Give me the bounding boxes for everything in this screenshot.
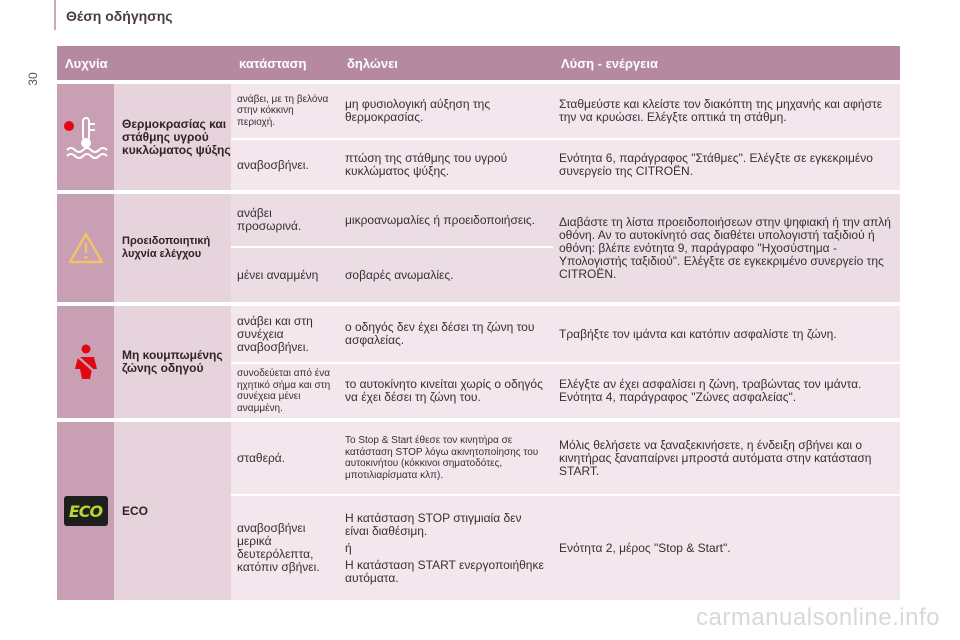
state-cell: συνοδεύεται από ένα ηχητικό σήμα και στη συνέχεια μένει αναμμένη. bbox=[231, 364, 339, 418]
meaning-cell: σοβαρές ανωμαλίες. bbox=[339, 248, 553, 302]
page-number: 30 bbox=[26, 72, 40, 86]
action-cell: Σταθμεύστε και κλείστε τον διακόπτη της μηχανής και αφήστε την να κρυώσει. Ελέγξτε οπτικά τη στάθμη. bbox=[553, 84, 900, 138]
eco-icon: ECO bbox=[64, 496, 108, 526]
meaning-part-a: Η κατάσταση STOP στιγμιαία δεν είναι διαθέσιμη. bbox=[345, 510, 522, 538]
action-cell: Ενότητα 6, παράγραφος "Στάθμες". Ελέγξτε σε εγκεκριμένο συνεργείο της CITROËN. bbox=[553, 140, 900, 190]
section-title: Θέση οδήγησης bbox=[66, 8, 173, 24]
table-row bbox=[231, 138, 900, 190]
state-cell: ανάβει, με τη βελόνα στην κόκκινη περιοχή. bbox=[231, 84, 339, 138]
table-row bbox=[231, 422, 900, 494]
table-row bbox=[231, 246, 553, 302]
table-row bbox=[231, 362, 900, 418]
col-header-action: Λύση - ενέργεια bbox=[561, 55, 658, 71]
table-group-eco bbox=[57, 422, 900, 600]
state-cell: αναβοσβήνει. bbox=[231, 140, 339, 190]
table-row bbox=[231, 306, 900, 362]
coolant-temperature-icon bbox=[57, 84, 114, 190]
warning-lights-table bbox=[57, 46, 900, 600]
seatbelt-icon bbox=[57, 306, 114, 418]
table-row bbox=[231, 494, 900, 600]
meaning-cell: Το Stop & Start έθεσε τον κινητήρα σε κατάσταση STOP λόγω ακινητοποίησης του αυτοκινήτου (κόκκινοι σηματοδότες, μποτιλιαρίσματα κλπ). bbox=[339, 422, 553, 494]
state-cell: αναβοσβήνει μερικά δευτερόλεπτα, κατόπιν σβήνει. bbox=[231, 496, 339, 600]
meaning-cell: ο οδηγός δεν έχει δέσει τη ζώνη του ασφαλείας. bbox=[339, 306, 553, 362]
action-cell: Μόλις θελήσετε να ξαναξεκινήσετε, η ένδειξη σβήνει και ο κινητήρας ξαναπαίρνει μπροστά αυτόματα στην κατάσταση START. bbox=[553, 422, 900, 494]
action-cell: Τραβήξτε τον ιμάντα και κατόπιν ασφαλίστε τη ζώνη. bbox=[553, 306, 900, 362]
table-group-seatbelt bbox=[57, 306, 900, 418]
action-cell: Ενότητα 2, μέρος "Stop & Start". bbox=[553, 496, 900, 600]
light-name-warning: Προειδοποιητική λυχνία ελέγχου bbox=[114, 194, 231, 302]
light-name-eco: ECO bbox=[114, 422, 231, 600]
watermark: carmanualsonline.info bbox=[696, 604, 940, 631]
meaning-cell: μη φυσιολογική αύξηση της θερμοκρασίας. bbox=[339, 84, 553, 138]
state-cell: ανάβει και στη συνέχεια αναβοσβήνει. bbox=[231, 306, 339, 362]
light-name-coolant: Θερμοκρασίας και στάθμης υγρού κυκλώματος ψύξης bbox=[114, 84, 231, 190]
meaning-cell: το αυτοκίνητο κινείται χωρίς ο οδηγός να έχει δέσει τη ζώνη του. bbox=[339, 364, 553, 418]
meaning-or: ή bbox=[345, 540, 352, 555]
table-row bbox=[231, 84, 900, 138]
meaning-cell: πτώση της στάθμης του υγρού κυκλώματος ψύξης. bbox=[339, 140, 553, 190]
table-group-coolant bbox=[57, 84, 900, 190]
col-header-state: κατάσταση bbox=[239, 55, 307, 71]
action-cell: Διαβάστε τη λίστα προειδοποιήσεων στην ψηφιακή ή την απλή οθόνη. Αν το αυτοκίνητό σας διαθέτει υπολογιστή ταξιδιού ή οθόνη: βλέπε ενότητα 9, παράγραφο "Ηχοσύστημα - Υπολογιστής ταξιδιού". Ελέγξτε σε εγκεκριμένο συνεργείο της CITROËN. bbox=[553, 194, 900, 302]
meaning-part-b: Η κατάσταση START ενεργοποιήθηκε αυτόματα. bbox=[345, 557, 544, 585]
col-header-light: Λυχνία bbox=[65, 55, 108, 71]
sidebar-line bbox=[54, 0, 56, 30]
light-name-seatbelt: Μη κουμπωμένης ζώνης οδηγού bbox=[114, 306, 231, 418]
col-header-meaning: δηλώνει bbox=[347, 55, 398, 71]
action-cell: Ελέγξτε αν έχει ασφαλίσει η ζώνη, τραβώντας τον ιμάντα. Ενότητα 4, παράγραφος "Ζώνες ασφαλείας". bbox=[553, 364, 900, 418]
state-cell: ανάβει προσωρινά. bbox=[231, 194, 339, 246]
state-cell: μένει αναμμένη bbox=[231, 248, 339, 302]
table-group-warning bbox=[57, 194, 900, 302]
warning-triangle-icon bbox=[57, 194, 114, 302]
meaning-cell bbox=[339, 496, 553, 600]
meaning-cell: μικροανωμαλίες ή προειδοποιήσεις. bbox=[339, 194, 553, 246]
state-cell: σταθερά. bbox=[231, 422, 339, 494]
eco-icon-cell bbox=[57, 422, 114, 600]
table-header bbox=[57, 46, 900, 80]
table-row bbox=[231, 194, 553, 246]
